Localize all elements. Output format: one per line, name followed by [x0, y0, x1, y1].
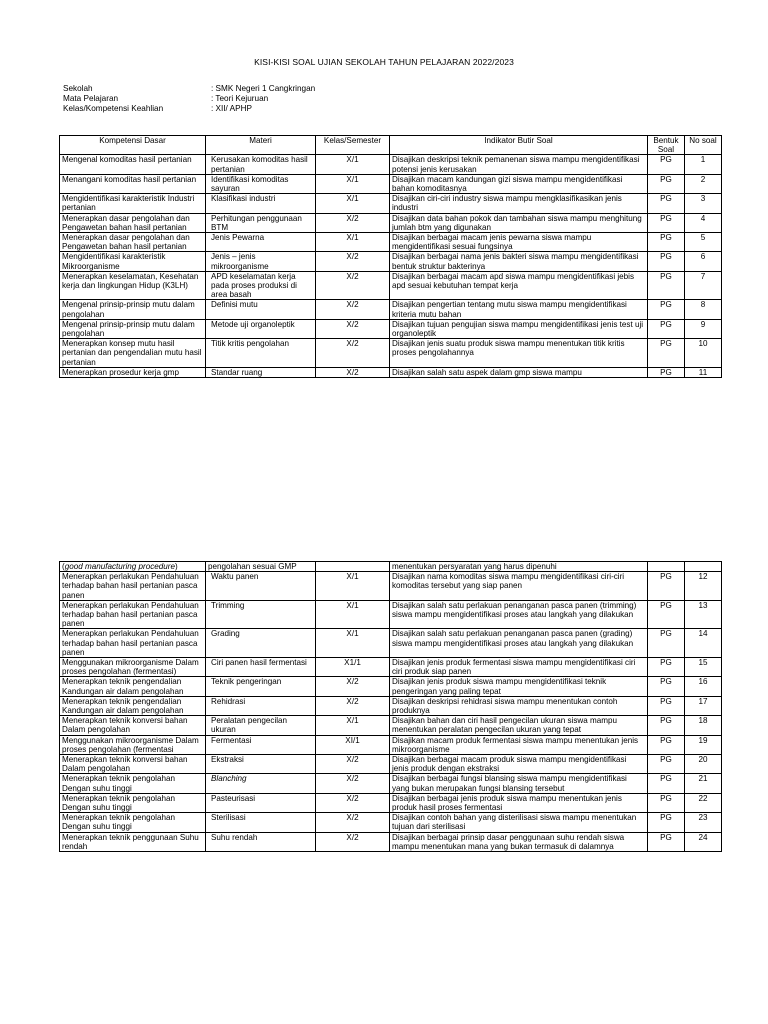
cell-bentuk — [648, 562, 685, 572]
paren-close: ) — [174, 562, 178, 571]
cell-no: 15 — [685, 658, 722, 677]
cell-kelas: X/1 — [316, 572, 390, 601]
cell-indikator: Disajikan salah satu perlakuan penanganan pasca panen (trimming) siswa mampu mengidentifikasi proses atau langkah yang dilakukan — [390, 600, 648, 629]
cell-materi: Standar ruang — [206, 367, 316, 377]
cell-materi: Jenis – jenis mikroorganisme — [206, 252, 316, 271]
cell-no: 18 — [685, 716, 722, 735]
cell-no: 1 — [685, 155, 722, 174]
cell-no: 9 — [685, 319, 722, 338]
cell-kelas: X/1 — [316, 600, 390, 629]
table-row — [60, 174, 722, 193]
cell-indikator: Disajikan salah satu aspek dalam gmp siswa mampu — [390, 367, 648, 377]
table-row — [60, 735, 722, 754]
cell-kelas: X/2 — [316, 339, 390, 368]
paren-open: ( — [62, 562, 65, 571]
table-row — [60, 155, 722, 174]
cell-bentuk: PG — [648, 716, 685, 735]
table-row — [60, 832, 722, 851]
cell-indikator: Disajikan ciri-ciri industry siswa mampu mengklasifikasikan jenis industri — [390, 194, 648, 213]
table-row — [60, 813, 722, 832]
cell-kompetensi-dasar: Menerapkan teknik pengolahan Dengan suhu tinggi — [60, 774, 206, 793]
cell-materi: Suhu rendah — [206, 832, 316, 851]
cell-bentuk: PG — [648, 155, 685, 174]
cell-bentuk: PG — [648, 367, 685, 377]
cell-kompetensi-dasar: Menerapkan dasar pengolahan dan Pengawetan bahan hasil pertanian — [60, 233, 206, 252]
cell-materi: Perhitungan penggunaan BTM — [206, 213, 316, 232]
cell-no: 10 — [685, 339, 722, 368]
cell-kelas: X/1 — [316, 629, 390, 658]
cell-kelas: X/2 — [316, 832, 390, 851]
table-body-page-1 — [60, 155, 722, 378]
cell-bentuk: PG — [648, 696, 685, 715]
cell-kelas: X/2 — [316, 774, 390, 793]
cell-kompetensi-dasar: Menerapkan teknik penggunaan Suhu rendah — [60, 832, 206, 851]
cell-bentuk: PG — [648, 174, 685, 193]
cell-kelas: X/2 — [316, 793, 390, 812]
table-row — [60, 194, 722, 213]
cell-kompetensi-dasar: Menerapkan teknik pengolahan Dengan suhu tinggi — [60, 793, 206, 812]
cell-kelas: XI/1 — [316, 735, 390, 754]
table-row-continuation — [60, 562, 722, 572]
cell-bentuk: PG — [648, 252, 685, 271]
cell-materi: Titik kritis pengolahan — [206, 339, 316, 368]
cell-kompetensi-dasar: Menerapkan perlakukan Pendahuluan terhadap bahan hasil pertanian pasca panen — [60, 600, 206, 629]
cell-kelas: X/2 — [316, 213, 390, 232]
table-row — [60, 572, 722, 601]
cell-no: 20 — [685, 755, 722, 774]
cell-kompetensi-dasar: Menerapkan perlakukan Pendahuluan terhadap bahan hasil pertanian pasca panen — [60, 629, 206, 658]
cell-no: 5 — [685, 233, 722, 252]
cell-no: 19 — [685, 735, 722, 754]
table-body-page-2 — [60, 562, 722, 852]
cell-kelas: X1/1 — [316, 658, 390, 677]
cell-kompetensi-dasar: Menerapkan prosedur kerja gmp — [60, 367, 206, 377]
cell-kompetensi-dasar: Menerapkan teknik pengolahan Dengan suhu tinggi — [60, 813, 206, 832]
cell-indikator: Disajikan bahan dan ciri hasil pengecilan ukuran siswa mampu menentukan peralatan pengecilan ukuran yang tepat — [390, 716, 648, 735]
cell-kelas: X/1 — [316, 233, 390, 252]
header-kelas-semester: Kelas/Semester — [316, 136, 390, 155]
meta-row-kelas — [63, 104, 315, 114]
cell-kompetensi-dasar: Menerapkan keselamatan, Kesehatan kerja dan lingkungan Hidup (K3LH) — [60, 271, 206, 300]
cell-materi: Jenis Pewarna — [206, 233, 316, 252]
header-no-soal: No soal — [685, 136, 722, 155]
cell-no — [685, 562, 722, 572]
table-row — [60, 367, 722, 377]
cell-materi: Kerusakan komoditas hasil pertanian — [206, 155, 316, 174]
table-row — [60, 252, 722, 271]
meta-label: Mata Pelajaran — [63, 94, 119, 103]
cell-kelas: X/2 — [316, 755, 390, 774]
cell-no: 4 — [685, 213, 722, 232]
cell-kelas — [316, 562, 390, 572]
table-row — [60, 755, 722, 774]
cell-no: 2 — [685, 174, 722, 193]
cell-indikator: Disajikan deskripsi teknik pemanenan siswa mampu mengidentifikasi potensi jenis kerusakan — [390, 155, 648, 174]
cell-bentuk: PG — [648, 300, 685, 319]
cell-no: 7 — [685, 271, 722, 300]
cell-materi: APD keselamatan kerja pada proses produksi di area basah — [206, 271, 316, 300]
cell-indikator: Disajikan jenis produk siswa mampu mengidentifikasi teknik pengeringan yang paling tepat — [390, 677, 648, 696]
cell-no: 16 — [685, 677, 722, 696]
table-row — [60, 271, 722, 300]
header-materi: Materi — [206, 136, 316, 155]
table-row — [60, 716, 722, 735]
cell-bentuk: PG — [648, 774, 685, 793]
cell-no: 22 — [685, 793, 722, 812]
cell-materi: Waktu panen — [206, 572, 316, 601]
cell-kelas: X/2 — [316, 271, 390, 300]
table-row — [60, 233, 722, 252]
cell-bentuk: PG — [648, 572, 685, 601]
meta-label: Kelas/Kompetensi Keahlian — [63, 104, 164, 113]
cell-materi: Ekstraksi — [206, 755, 316, 774]
cell-kompetensi-dasar: Menerapkan teknik konversi bahan Dalam pengolahan — [60, 716, 206, 735]
table-row — [60, 658, 722, 677]
cell-materi: Peralatan pengecilan ukuran — [206, 716, 316, 735]
cell-indikator: Disajikan berbagai nama jenis bakteri siswa mampu mengidentifikasi bentuk struktur bakterinya — [390, 252, 648, 271]
cell-kelas: X/2 — [316, 367, 390, 377]
cell-indikator: Disajikan macam kandungan gizi siswa mampu mengidentifikasi bahan komoditasnya — [390, 174, 648, 193]
cell-kelas: X/1 — [316, 174, 390, 193]
cell-bentuk: PG — [648, 233, 685, 252]
cell-materi: Metode uji organoleptik — [206, 319, 316, 338]
meta-value: : Teori Kejuruan — [211, 94, 269, 103]
table-row — [60, 793, 722, 812]
table-row — [60, 213, 722, 232]
cell-indikator: Disajikan jenis produk fermentasi siswa mampu mengidentifikasi ciri ciri produk siap panen — [390, 658, 648, 677]
cell-bentuk: PG — [648, 793, 685, 812]
cell-bentuk: PG — [648, 194, 685, 213]
table-row — [60, 774, 722, 793]
cell-materi: Rehidrasi — [206, 696, 316, 715]
meta-label: Sekolah — [63, 84, 93, 93]
cell-materi: Klasifikasi industri — [206, 194, 316, 213]
cell-no: 11 — [685, 367, 722, 377]
cell-bentuk: PG — [648, 629, 685, 658]
cell-materi: Grading — [206, 629, 316, 658]
cell-kd-italic: good manufacturing procedure — [64, 562, 175, 571]
cell-indikator: Disajikan salah satu perlakuan penanganan pasca panen (grading) siswa mampu mengidentifikasi proses atau langkah yang dilakukan — [390, 629, 648, 658]
cell-indikator: Disajikan tujuan pengujian siswa mampu mengidentifikasi jenis test uji organoleptik — [390, 319, 648, 338]
cell-kelas: X/2 — [316, 696, 390, 715]
cell-materi: Blanching — [206, 774, 316, 793]
cell-no: 24 — [685, 832, 722, 851]
cell-kompetensi-dasar: Mengidentifikasi karakteristik Mikroorganisme — [60, 252, 206, 271]
cell-no: 3 — [685, 194, 722, 213]
cell-kompetensi-dasar — [60, 562, 206, 572]
cell-kompetensi-dasar: Menerapkan dasar pengolahan dan Pengawetan bahan hasil pertanian — [60, 213, 206, 232]
cell-bentuk: PG — [648, 658, 685, 677]
cell-bentuk: PG — [648, 813, 685, 832]
cell-indikator: Disajikan berbagai fungsi blansing siswa mampu mengidentifikasi yang bukan merupakan fungsi blansing tersebut — [390, 774, 648, 793]
table-row — [60, 600, 722, 629]
cell-kompetensi-dasar: Menangani komoditas hasil pertanian — [60, 174, 206, 193]
cell-kompetensi-dasar: Menerapkan konsep mutu hasil pertanian dan pengendalian mutu hasil pertanian — [60, 339, 206, 368]
meta-value: : SMK Negeri 1 Cangkringan — [211, 84, 316, 93]
meta-row-sekolah — [63, 84, 315, 94]
cell-bentuk: PG — [648, 339, 685, 368]
document-title: KISI-KISI SOAL UJIAN SEKOLAH TAHUN PELAJARAN 2022/2023 — [254, 57, 514, 67]
header-bentuk-soal: Bentuk Soal — [648, 136, 685, 155]
cell-bentuk: PG — [648, 600, 685, 629]
cell-no: 23 — [685, 813, 722, 832]
cell-bentuk: PG — [648, 755, 685, 774]
cell-kelas: X/2 — [316, 813, 390, 832]
cell-kelas: X/2 — [316, 677, 390, 696]
cell-indikator: Disajikan berbagai macam produk siswa mampu mengidentifikasi jenis produk dengan ekstraksi — [390, 755, 648, 774]
cell-indikator: menentukan persyaratan yang harus dipenuhi — [390, 562, 648, 572]
table-row — [60, 696, 722, 715]
cell-kelas: X/1 — [316, 716, 390, 735]
cell-bentuk: PG — [648, 677, 685, 696]
cell-kompetensi-dasar: Mengidentifikasi karakteristik Industri pertanian — [60, 194, 206, 213]
cell-materi: Fermentasi — [206, 735, 316, 754]
header-kompetensi-dasar: Kompetensi Dasar — [60, 136, 206, 155]
cell-indikator: Disajikan berbagai jenis produk siswa mampu menentukan jenis produk hasil proses fermentasi — [390, 793, 648, 812]
table-header-row — [60, 136, 722, 155]
cell-materi: Pasteurisasi — [206, 793, 316, 812]
cell-bentuk: PG — [648, 319, 685, 338]
cell-bentuk: PG — [648, 735, 685, 754]
cell-kompetensi-dasar: Menerapkan teknik konversi bahan Dalam pengolahan — [60, 755, 206, 774]
cell-indikator: Disajikan jenis suatu produk siswa mampu menentukan titik kritis proses pengolahannya — [390, 339, 648, 368]
cell-materi: Sterilisasi — [206, 813, 316, 832]
cell-indikator: Disajikan berbagai prinsip dasar penggunaan suhu rendah siswa mampu menentukan mana yang bukan termasuk di dalamnya — [390, 832, 648, 851]
cell-no: 12 — [685, 572, 722, 601]
cell-kelas: X/2 — [316, 252, 390, 271]
cell-indikator: Disajikan berbagai macam jenis pewarna siswa mampu mengidentifikasi sesuai fungsinya — [390, 233, 648, 252]
kisi-kisi-table-page-1 — [59, 135, 722, 378]
cell-materi: Identifikasi komoditas sayuran — [206, 174, 316, 193]
cell-kompetensi-dasar: Mengenal prinsip-prinsip mutu dalam pengolahan — [60, 319, 206, 338]
table-row — [60, 339, 722, 368]
cell-materi: pengolahan sesuai GMP — [206, 562, 316, 572]
cell-no: 13 — [685, 600, 722, 629]
cell-materi: Ciri panen hasil fermentasi — [206, 658, 316, 677]
cell-indikator: Disajikan pengertian tentang mutu siswa mampu mengidentifikasi kriteria mutu bahan — [390, 300, 648, 319]
cell-kompetensi-dasar: Mengenal komoditas hasil pertanian — [60, 155, 206, 174]
cell-indikator: Disajikan berbagai macam apd siswa mampu mengidentifikasi jebis apd sesuai kebutuhan tempat kerja — [390, 271, 648, 300]
document-meta — [63, 84, 315, 114]
table-row — [60, 319, 722, 338]
cell-kelas: X/2 — [316, 319, 390, 338]
cell-kompetensi-dasar: Menggunakan mikroorganisme Dalam proses pengolahan (fermentasi) — [60, 658, 206, 677]
cell-no: 21 — [685, 774, 722, 793]
cell-materi: Definisi mutu — [206, 300, 316, 319]
table-row — [60, 300, 722, 319]
cell-indikator: Disajikan data bahan pokok dan tambahan siswa mampu menghitung jumlah btm yang digunakan — [390, 213, 648, 232]
meta-value: : XII/ APHP — [211, 104, 252, 113]
cell-bentuk: PG — [648, 213, 685, 232]
cell-no: 14 — [685, 629, 722, 658]
cell-materi: Teknik pengeringan — [206, 677, 316, 696]
table-row — [60, 677, 722, 696]
cell-kelas: X/2 — [316, 300, 390, 319]
cell-indikator: Disajikan nama komoditas siswa mampu mengidentifikasi ciri-ciri komoditas tersebut yang siap panen — [390, 572, 648, 601]
meta-row-mapel — [63, 94, 315, 104]
cell-kompetensi-dasar: Menggunakan mikroorganisme Dalam proses pengolahan (fermentasi — [60, 735, 206, 754]
cell-kompetensi-dasar: Menerapkan teknik pengendalian Kandungan air dalam pengolahan — [60, 696, 206, 715]
cell-kompetensi-dasar: Mengenal prinsip-prinsip mutu dalam pengolahan — [60, 300, 206, 319]
cell-no: 8 — [685, 300, 722, 319]
kisi-kisi-table-page-2 — [59, 561, 722, 852]
cell-kompetensi-dasar: Menerapkan teknik pengendalian Kandungan air dalam pengolahan — [60, 677, 206, 696]
cell-no: 6 — [685, 252, 722, 271]
cell-kelas: X/1 — [316, 155, 390, 174]
cell-indikator: Disajikan macam produk fermentasi siswa mampu menentukan jenis mikroorganisme — [390, 735, 648, 754]
cell-indikator: Disajikan contoh bahan yang disterilisasi siswa mampu menentukan tujuan dari sterilisasi — [390, 813, 648, 832]
cell-materi: Trimming — [206, 600, 316, 629]
cell-bentuk: PG — [648, 271, 685, 300]
header-indikator: Indikator Butir Soal — [390, 136, 648, 155]
cell-kompetensi-dasar: Menerapkan perlakukan Pendahuluan terhadap bahan hasil pertanian pasca panen — [60, 572, 206, 601]
cell-kelas: X/1 — [316, 194, 390, 213]
cell-bentuk: PG — [648, 832, 685, 851]
table-row — [60, 629, 722, 658]
cell-indikator: Disajikan deskripsi rehidrasi siswa mampu menentukan contoh produknya — [390, 696, 648, 715]
cell-no: 17 — [685, 696, 722, 715]
